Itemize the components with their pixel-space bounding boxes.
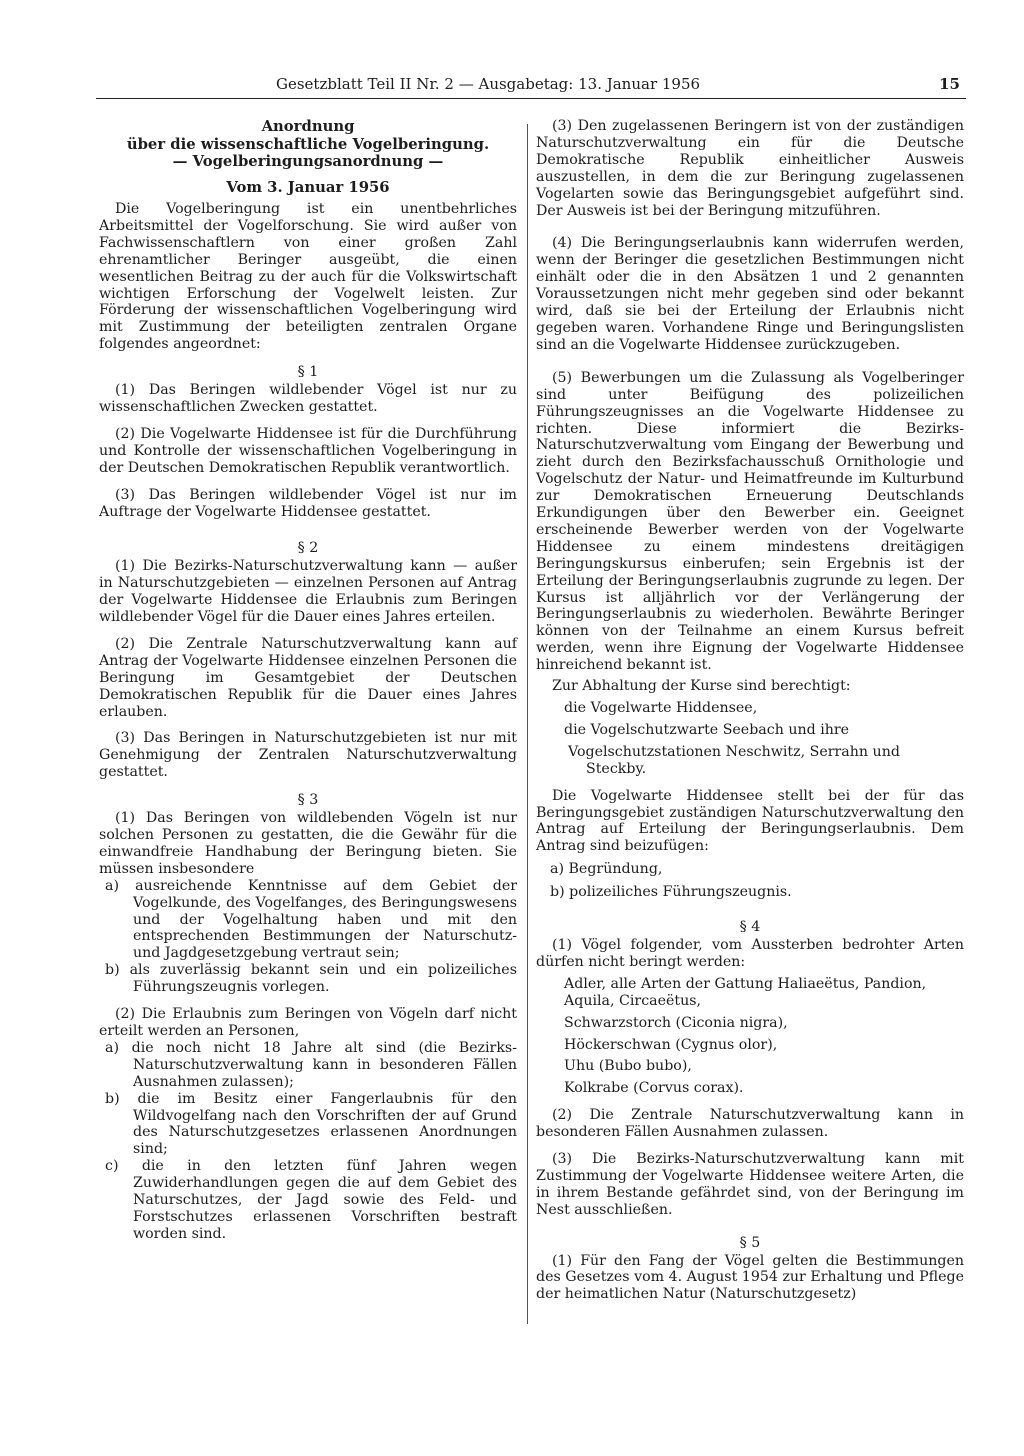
species-item: Kolkrabe (Corvus corax). xyxy=(564,1080,744,1097)
section-4-title: § 4 xyxy=(739,919,761,936)
right-column xyxy=(536,118,964,1303)
species-item: Uhu (Bubo bubo), xyxy=(564,1058,692,1075)
s3-paragraph-3: (3) Den zugelassenen Beringern ist von der zuständigen Naturschutzverwaltung ein für die Deutsche Demokratische Republik einheitlicher Ausweis auszustellen, in dem die zur Beringung zugelassenen Vogelarten sowie das Beringungsgebiet aufgeführt sind. Der Ausweis ist bei der Beringung mitzuführen. xyxy=(536,118,964,219)
s1-paragraph-1: (1) Das Beringen wildlebender Vögel ist nur zu wissenschaftlichen Zwecken gestattet. xyxy=(99,382,517,415)
s3-p1-item-b: b) als zuverlässig bekannt sein und ein polizeiliches Führungszeugnis vorlegen. xyxy=(105,962,517,996)
species-item: Schwarzstorch (Ciconia nigra), xyxy=(564,1014,788,1031)
courses-item-2: die Vogelschutzwarte Seebach und ihre xyxy=(564,721,850,738)
s3-p1-item-a: a) ausreichende Kenntnisse auf dem Gebiet der Vogelkunde, des Vogelfanges, des Beringungswesens und der Vogelhaltung haben und mit den entsprechenden Bestimmungen der Naturschutz- und Jagdgesetzgebung vertraut sein; xyxy=(105,877,517,962)
courses-item-1: die Vogelwarte Hiddensee, xyxy=(564,700,758,716)
application-item-a: a) Begründung, xyxy=(550,861,663,878)
running-header-title: Gesetzblatt Teil II Nr. 2 — Ausgabetag: 13. Januar 1956 xyxy=(276,75,701,93)
preamble: Die Vogelberingung ist ein unentbehrliches Arbeitsmittel der Vogelforschung. Sie wird außer von Fachwissenschaftlern von einer großen Zahl ehrenamtlicher Beringer ausgeübt, die einen wesentlichen Beitrag zu der auch für die Volkswirtschaft wichtigen Erforschung der Vogelwelt leisten. Zur Förderung der wissenschaftlichen Vogelberingung wird mit Zustimmung der beteiligten zentralen Organe folgendes angeordnet: xyxy=(99,201,517,353)
ordinance-short-title: — Vogelberingungsanordnung — xyxy=(172,153,444,170)
page-header xyxy=(96,76,966,99)
s3-paragraph-4: (4) Die Beringungserlaubnis kann widerrufen werden, wenn der Beringer die gesetzlichen Bestimmungen nicht einhält oder die in den Absätzen 1 und 2 genannten Voraussetzungen nicht mehr gegeben sind oder bekannt wird, daß sie bei der Erteilung der Erlaubnis nicht gegeben waren. Vorhandene Ringe und Beringungslisten sind an die Vogelwarte Hiddensee zurückzugeben. xyxy=(536,235,964,353)
ordinance-subtitle: über die wissenschaftliche Vogelberingung. xyxy=(126,135,490,153)
courses-item-3: Vogelschutzstationen Neschwitz, Serrahn und Steckby. xyxy=(568,743,900,777)
s1-paragraph-3: (3) Das Beringen wildlebender Vögel ist nur im Auftrage der Vogelwarte Hiddensee gestattet. xyxy=(99,486,517,520)
section-1-title: § 1 xyxy=(297,364,319,381)
column-divider xyxy=(527,124,528,1324)
application-item-b: b) polizeiliches Führungszeugnis. xyxy=(550,884,792,901)
s3-p2-item-a: a) die noch nicht 18 Jahre alt sind (die Bezirks-Naturschutzverwaltung kann in besonderen Fällen Ausnahmen zulassen); xyxy=(105,1039,517,1090)
s3-paragraph-1: (1) Das Beringen von wildlebenden Vögeln ist nur solchen Personen zu gestatten, die die Gewähr für die einwandfreie Handhabung der Beringung bieten. Sie müssen insbesondere xyxy=(99,810,517,877)
s4-paragraph-3: (3) Die Bezirks-Naturschutzverwaltung kann mit Zustimmung der Vogelwarte Hiddensee weitere Arten, die in ihrem Bestande gefährdet sind, von der Beringung im Nest ausschließen. xyxy=(536,1151,964,1218)
s1-paragraph-2: (2) Die Vogelwarte Hiddensee ist für die Durchführung und Kontrolle der wissenschaftlichen Vogelberingung in der Deutschen Demokratischen Republik verantwortlich. xyxy=(99,425,517,476)
s2-paragraph-3: (3) Das Beringen in Naturschutzgebieten ist nur mit Genehmigung der Zentralen Naturschutzverwaltung gestattet. xyxy=(99,730,517,781)
section-5-title: § 5 xyxy=(739,1234,761,1251)
species-item: Adler, alle Arten der Gattung Haliaeëtus, Pandion, Aquila, Circaeëtus, xyxy=(564,975,927,1009)
courses-intro: Zur Abhaltung der Kurse sind berechtigt: xyxy=(552,678,851,695)
s4-paragraph-2: (2) Die Zentrale Naturschutzverwaltung kann in besonderen Fällen Ausnahmen zulassen. xyxy=(536,1107,964,1141)
left-column xyxy=(99,118,517,1243)
s3-p2-item-b: b) die im Besitz einer Fangerlaubnis für den Wildvogelfang nach den Vorschriften der auf Grund des Naturschutzgesetzes erlassenen Anordnungen sind; xyxy=(105,1090,517,1158)
species-item: Höckerschwan (Cygnus olor), xyxy=(564,1036,778,1053)
ordinance-date: Vom 3. Januar 1956 xyxy=(226,178,390,196)
s5-paragraph-1: (1) Für den Fang der Vögel gelten die Bestimmungen des Gesetzes vom 4. August 1954 zur Erhaltung und Pflege der heimatlichen Natur (Naturschutzgesetz) xyxy=(536,1252,964,1303)
s3-paragraph-2: (2) Die Erlaubnis zum Beringen von Vögeln darf nicht erteilt werden an Personen, xyxy=(99,1006,517,1039)
s3-p2-item-c: c) die in den letzten fünf Jahren wegen Zuwiderhandlungen gegen die auf dem Gebiet des Naturschutzes, der Jagd sowie des Feld- und Forstschutzes erlassenen Vorschriften bestraft worden sind. xyxy=(105,1158,517,1242)
section-2-title: § 2 xyxy=(297,540,319,557)
s4-paragraph-1: (1) Vögel folgender, vom Aussterben bedrohter Arten dürfen nicht beringt werden: xyxy=(536,936,964,970)
ordinance-title: Anordnung xyxy=(261,118,355,135)
page-number: 15 xyxy=(939,75,960,93)
s2-paragraph-2: (2) Die Zentrale Naturschutzverwaltung kann auf Antrag der Vogelwarte Hiddensee einzelnen Personen die Beringung im Gesamtgebiet der Deutschen Demokratischen Republik für die Dauer eines Jahres erlauben. xyxy=(99,635,517,720)
section-3-title: § 3 xyxy=(297,792,319,809)
s3-paragraph-5: (5) Bewerbungen um die Zulassung als Vogelberinger sind unter Beifügung des polizeilichen Führungszeugnisses an die Vogelwarte Hiddensee zu richten. Diese informiert die Bezirks-Naturschutzverwaltung vom Eingang der Bewerbung und zieht durch den Bezirksfachausschuß Ornithologie und Vogelschutz der Natur- und Heimatfreunde im Kulturbund zur Demokratischen Erneuerung Deutschlands Erkundigungen über den Bewerber ein. Geeignet erscheinende Bewerber werden von der Vogelwarte Hiddensee zu einem mindestens dreitägigen Beringungskursus einberufen; sein Ergebnis ist der Erteilung der Beringungserlaubnis zugrunde zu legen. Der Kursus ist alljährlich vor der Verlängerung der Beringungserlaubnis zu wiederholen. Bewährte Beringer können von der Teilnahme an einem Kursus befreit werden, wenn ihre Eignung der Vogelwarte Hiddensee hinreichend bekannt ist. xyxy=(536,369,964,674)
s2-paragraph-1: (1) Die Bezirks-Naturschutzverwaltung kann — außer in Naturschutzgebieten — einzelnen Personen auf Antrag der Vogelwarte Hiddensee die Erlaubnis zum Beringen wildlebender Vögel für die Dauer eines Jahres erteilen. xyxy=(99,558,517,626)
application-paragraph: Die Vogelwarte Hiddensee stellt bei der für das Beringungsgebiet zuständigen Naturschutzverwaltung den Antrag auf Erteilung der Beringungserlaubnis. Dem Antrag sind beizufügen: xyxy=(536,787,964,855)
